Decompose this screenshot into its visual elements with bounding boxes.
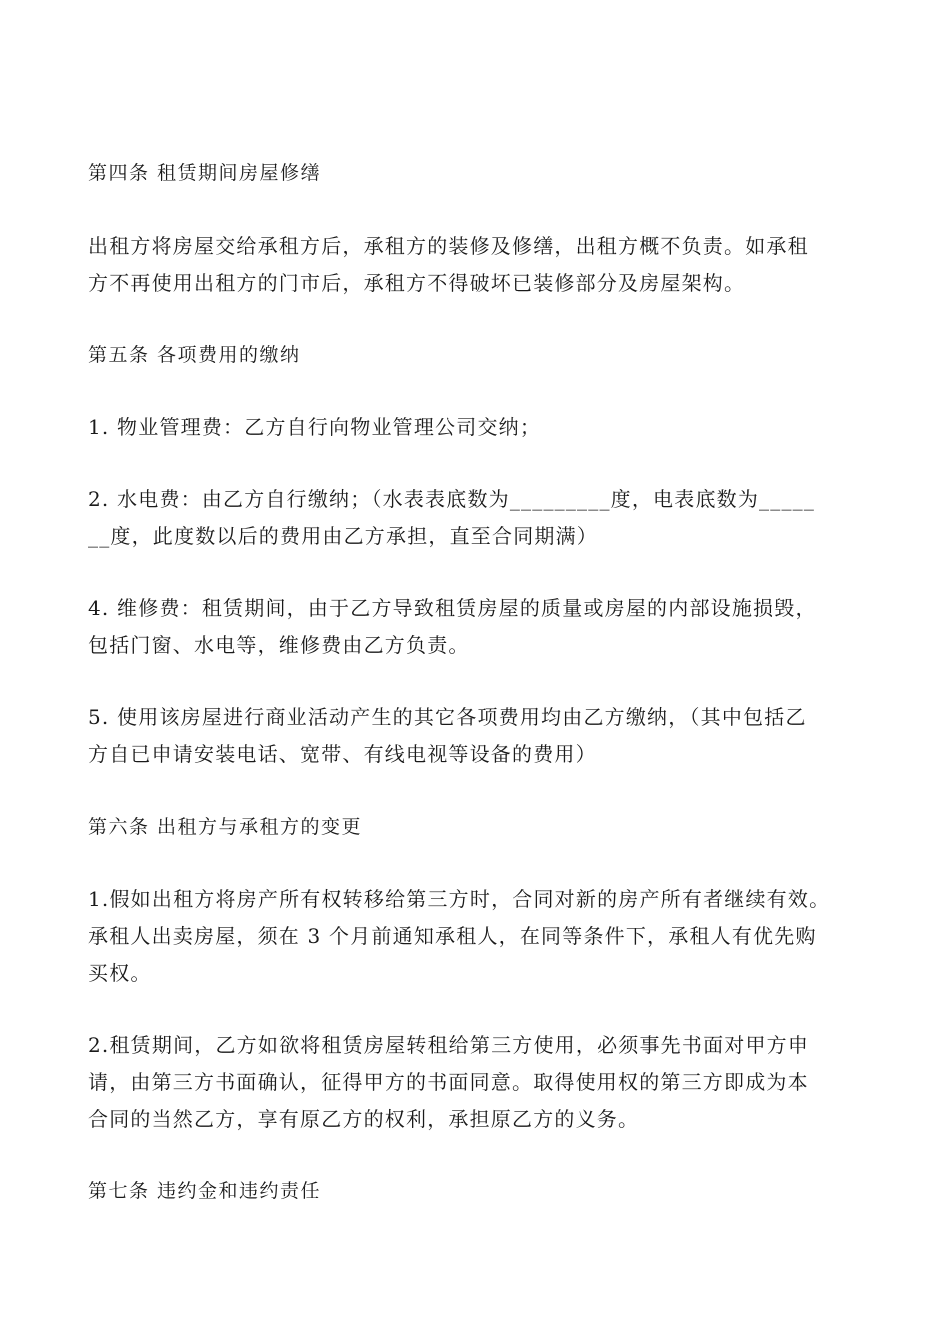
paragraph-line: 包括门窗、水电等，维修费由乙方负责。: [88, 633, 470, 657]
paragraph-line: 5. 使用该房屋进行商业活动产生的其它各项费用均由乙方缴纳，（其中包括乙: [88, 705, 807, 729]
heading-text: 第七条 违约金和违约责任: [88, 1180, 322, 1202]
paragraph-line: 合同的当然乙方，享有原乙方的权利，承担原乙方的义务。: [88, 1107, 640, 1131]
paragraph-line: 1. 物业管理费：乙方自行向物业管理公司交纳；: [88, 415, 542, 439]
paragraph-line: __度，此度数以后的费用由乙方承担，直至合同期满）: [88, 524, 598, 548]
section-5-item-5: [88, 699, 878, 773]
section-6-paragraph-1: [88, 881, 878, 992]
paragraph-line: 买权。: [88, 961, 152, 985]
paragraph-line: 承租人出卖房屋，须在 3 个月前通知承租人，在同等条件下，承租人有优先购: [88, 924, 817, 948]
paragraph-line: 2.租赁期间，乙方如欲将租赁房屋转租给第三方使用，必须事先书面对甲方申: [88, 1033, 810, 1057]
section-6-heading: [88, 809, 878, 846]
paragraph-line: 4. 维修费：租赁期间，由于乙方导致租赁房屋的质量或房屋的内部设施损毁，: [88, 596, 817, 620]
heading-text: 第六条 出租方与承租方的变更: [88, 816, 363, 838]
paragraph-line: 方自已申请安装电话、宽带、有线电视等设备的费用）: [88, 742, 597, 766]
heading-text: 第五条 各项费用的缴纳: [88, 344, 301, 366]
section-5-heading: [88, 337, 878, 374]
heading-text: 第四条 租赁期间房屋修缮: [88, 162, 322, 184]
section-7-heading: [88, 1173, 878, 1210]
paragraph-line: 1.假如出租方将房产所有权转移给第三方时，合同对新的房产所有者继续有效。: [88, 887, 831, 911]
section-4-heading: [88, 155, 878, 192]
section-6-paragraph-2: [88, 1027, 878, 1138]
paragraph-line: 方不再使用出租方的门市后，承租方不得破坏已装修部分及房屋架构。: [88, 271, 746, 295]
section-5-item-1: [88, 409, 878, 446]
paragraph-line: 请，由第三方书面确认，征得甲方的书面同意。取得使用权的第三方即成为本: [88, 1070, 809, 1094]
paragraph-line: 出租方将房屋交给承租方后，承租方的装修及修缮，出租方概不负责。如承租: [88, 234, 809, 258]
paragraph-line: 2. 水电费：由乙方自行缴纳；（水表表底数为_________度，电表底数为_____: [88, 487, 816, 511]
section-5-item-2: [88, 481, 878, 555]
section-5-item-4: [88, 590, 878, 664]
section-4-paragraph-1: [88, 228, 878, 302]
